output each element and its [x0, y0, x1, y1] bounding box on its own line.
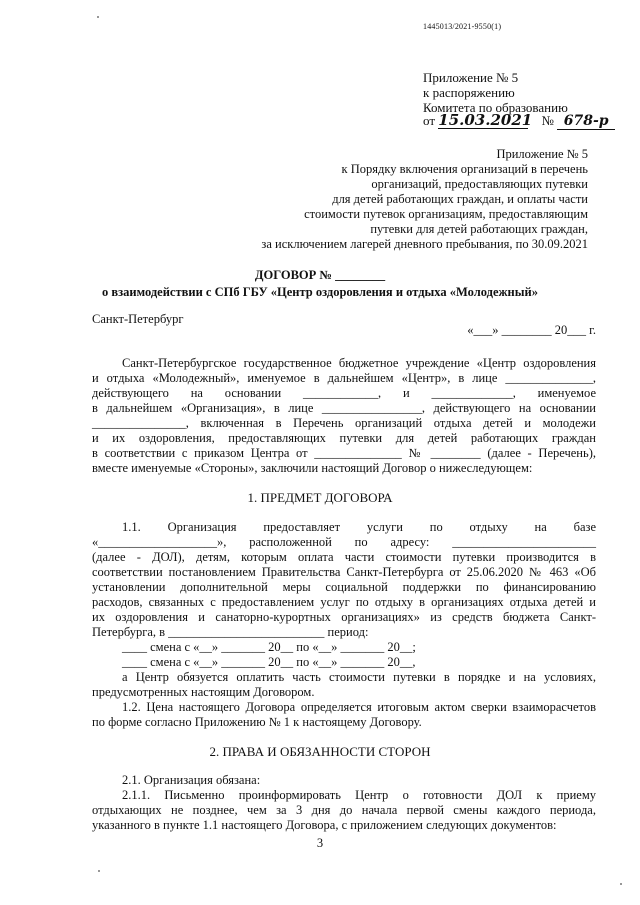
contract-city: Санкт-Петербург [92, 312, 184, 326]
date-prefix: от [423, 113, 436, 128]
section-2-line: 2.1. Организация обязана: [122, 773, 261, 787]
handwritten-number: 678-р [557, 114, 615, 130]
preamble-line: и их оздоровления, предоставляющих путевки для детей работающих граждан [92, 431, 596, 445]
section-1-line: по форме согласно Приложению № 1 к настоящему Договору. [92, 715, 422, 729]
appendix-second-line: к Порядку включения организаций в перечень [341, 162, 588, 176]
number-prefix: № [541, 113, 554, 128]
handwritten-date: 15.03.2021 [438, 111, 533, 129]
section-1-heading: 1. ПРЕДМЕТ ДОГОВОРА [247, 490, 393, 505]
appendix-second-line: путевки для детей работающих граждан, [370, 222, 588, 236]
section-1-line: «___________________», расположенной по адресу: _______________________ [92, 535, 596, 549]
page-number: 3 [316, 836, 324, 850]
appendix-top-title: Приложение № 5 [423, 70, 519, 85]
appendix-second-line: за исключением лагерей дневного пребывания, по 30.09.2021 [261, 237, 588, 251]
preamble-line: и отдыха «Молодежный», именуемое в дальнейшем «Центр», в лице ______________, [92, 371, 596, 385]
section-1-line: 1.2. Цена настоящего Договора определяется итоговым актом сверки взаиморасчетов [122, 700, 596, 714]
appendix-second-title: Приложение № 5 [496, 147, 588, 161]
contract-subtitle: о взаимодействии с СПб ГБУ «Центр оздоровления и отдыха «Молодежный» [102, 285, 538, 299]
appendix-second-line: организаций, предоставляющих путевки [371, 177, 588, 191]
preamble-line: Санкт-Петербургское государственное бюджетное учреждение «Центр оздоровления [122, 356, 596, 370]
section-1-line: их оздоровления и санаторно-курортных организациях» из средств бюджета Санкт- [92, 610, 596, 624]
appendix-top-date-row [423, 113, 615, 130]
section-1-line: предусмотренных настоящим Договором. [92, 685, 315, 699]
preamble-line: в соответствии с приказом Центра от ______________ № ________ (далее - Перечень), [92, 446, 596, 460]
section-1-line: установлении дополнительной меры социальной поддержки по финансированию [92, 580, 596, 594]
scan-speck [620, 883, 622, 885]
preamble-line: вместе именуемые «Стороны», заключили настоящий Договор о нижеследующем: [92, 461, 533, 475]
appendix-second-line: для детей работающих граждан, и оплаты части [332, 192, 588, 206]
section-2-line: отдыхающих не позднее, чем за 3 дня до начала первой смены каждого периода, [92, 803, 596, 817]
shift-line-2: ____ смена с «__» _______ 20__ по «__» _______ 20__, [122, 655, 416, 669]
preamble-line: _______________, включенная в Перечень организаций отдыха детей и молодежи [92, 416, 596, 430]
section-1-line: Петербурга, в _________________________ период: [92, 625, 369, 639]
section-2-line: указанного в пункте 1.1 настоящего Договора, с приложением следующих документов: [92, 818, 557, 832]
section-1-line: расходов, связанных с предоставлением услуг по отдыху в организациях отдыха детей и [92, 595, 596, 609]
section-1-line: а Центр обязуется оплатить часть стоимости путевки в порядке и на условиях, [122, 670, 596, 684]
appendix-top-line2: к распоряжению [423, 85, 515, 100]
scan-speck [98, 870, 100, 872]
shift-line-1: ____ смена с «__» _______ 20__ по «__» _______ 20__; [122, 640, 416, 654]
document-id: 1445013/2021-9550(1) [423, 22, 502, 31]
contract-title: ДОГОВОР № ________ [254, 268, 386, 282]
scan-speck [97, 16, 99, 18]
section-2-line: 2.1.1. Письменно проинформировать Центр о готовности ДОЛ к приему [122, 788, 596, 802]
section-1-line: 1.1. Организация предоставляет услуги по отдыху на базе [122, 520, 596, 534]
contract-date: «___» ________ 20___ г. [467, 323, 596, 337]
section-2-heading: 2. ПРАВА И ОБЯЗАННОСТИ СТОРОН [209, 744, 431, 759]
appendix-second-line: стоимости путевок организациям, предоставляющим [304, 207, 588, 221]
section-1-line: (далее - ДОЛ), детям, которым оплата части стоимости путевки производится в [92, 550, 596, 564]
appendix-top-line3: Комитета по образованию [423, 100, 568, 115]
preamble-line: действующего на основании ____________, и _____________, именуемое [92, 386, 596, 400]
section-1-line: соответствии постановлением Правительства Санкт-Петербурга от 25.06.2020 № 463 «Об [92, 565, 596, 579]
preamble-line: в дальнейшем «Организация», в лице ________________, действующего на основании [92, 401, 596, 415]
